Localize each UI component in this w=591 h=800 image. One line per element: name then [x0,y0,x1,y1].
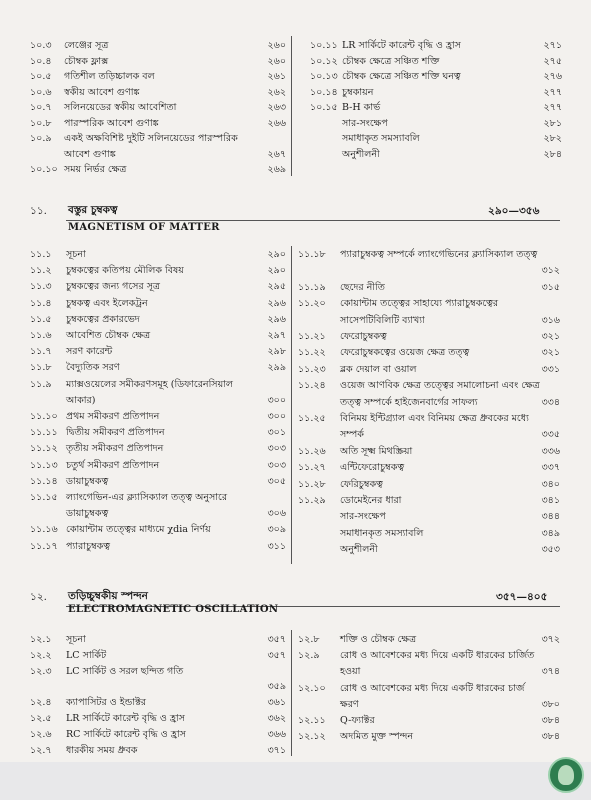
column-divider [291,36,292,176]
toc-entry [30,85,286,101]
section-number: ১০.৪ [30,55,52,67]
column-divider [291,630,292,756]
page-number: ৩৪৯ [541,527,560,539]
section-number: ১২.১০ [298,682,326,694]
section-title: ডায়াচুম্বকত্ব [66,475,109,487]
page-number: ৩১১ [267,540,286,552]
section-title: LR সার্কিটে কারেন্ট বৃদ্ধি ও হ্রাস [342,40,461,51]
section-number: ১০.১৪ [310,86,338,98]
page-number: ২৭৭ [543,86,562,98]
section-number: ১২.২ [30,649,52,661]
chapter-11-page-range: ২৯০—৩৫৬ [488,205,540,217]
section-title: RC সার্কিটে কারেন্ট বৃদ্ধি ও হ্রাস [66,728,186,740]
page-number: ৩৮০ [541,698,560,710]
section-number: ১২.৬ [30,728,52,740]
page-number: ২৬১ [267,71,286,82]
section-number: ১১.৬ [30,330,52,341]
section-title: এন্টিফেরোচুম্বকত্ব [340,462,405,474]
section-title: স্বকীয় আবেশ গুণাঙ্ক [64,86,140,98]
page-number: ২৬৬ [267,117,286,129]
page-number: ৩৫৩ [541,544,560,556]
section-number: ১১.৩ [30,281,52,293]
toc-entry [298,460,560,476]
toc-entry [30,393,286,409]
section-title: রোধ ও আবেশকের মধ্য দিয়ে একটি ধারকের চার্জিত [340,650,535,662]
chapter-12-title: তড়িচ্চুম্বকীয় স্পন্দন [68,590,148,602]
page-number: ২৮১ [543,117,562,129]
page-number: ২৬০ [267,40,286,51]
page-number: ৩০০ [267,411,286,422]
section-title: রোধ ও আবেশকের মধ্য দিয়ে একটি ধারকের চার্জ [340,682,525,694]
section-number: ১২.১২ [298,731,326,743]
section-title: চুম্বকত্বের জন্য গসের সূত্র [66,281,160,293]
section-title: চুম্বকত্বের প্রকারভেদ [66,313,140,325]
page-number: ৩৭৪ [541,666,560,678]
page-number: ৩৩১ [541,363,560,375]
toc-entry [298,648,560,664]
toc-entry [30,711,286,727]
toc-entry [30,100,286,116]
section-number: ১১.২৪ [298,380,326,392]
page-number: ৩৬১ [267,697,286,709]
section-number: ১১.১০ [30,411,58,422]
page-number: ৩০৩ [267,443,286,455]
toc-entry [310,100,562,116]
toc-entry [310,85,562,101]
section-title: কোয়ান্টাম তত্ত্বের সাহায্যে প্যারাচুম্বকত্বের [340,298,499,310]
section-title: ফেরোচুম্বকত্বের ওয়েজ ক্ষেত্র তত্ত্ব [340,347,470,359]
section-number: ১১.৮ [30,362,52,374]
page-number: ৩১৬ [541,314,560,326]
toc-entry [30,727,286,743]
page-number: ৩১৫ [541,281,560,293]
section-number: ১১.২ [30,265,52,277]
section-title: তত্ত্ব সম্পর্কে হাইজেনবার্গের সাফল্য [340,396,478,408]
page-number: ৩৪০ [541,478,560,490]
section-title: ল্যাংগেভিন-এর ক্ল্যাসিক্যাল তত্ত্ব অনুসারে [66,492,228,503]
page-number: ২৮২ [543,133,562,144]
page-number: ৩০৬ [267,508,286,520]
toc-entry [298,509,560,525]
page-number: ২৯৯ [267,362,286,374]
section-number: ১১.১ [30,249,52,260]
toc-entry [30,743,286,759]
page-number: ২৬৯ [267,164,286,175]
section-title: চুম্বকত্বের কতিপয় মৌলিক বিষয় [66,265,184,277]
section-number: ১০.৮ [30,117,52,129]
section-title: কোয়ান্টাম তত্ত্বের মাধ্যমে χdia নির্ণয় [66,524,211,536]
toc-entry [30,344,286,360]
section-number: ১১.২৬ [298,445,326,457]
toc-entry [30,377,286,393]
toc-entry [30,296,286,312]
section-number: ১২.৫ [30,713,52,724]
section-number: ১০.১৩ [310,71,338,82]
page-number: ৩৭১ [267,744,286,756]
toc-entry [30,116,286,132]
toc-entry [298,444,560,460]
section-number: ১০.৯ [30,133,52,144]
section-number: ১১.২৮ [298,478,326,490]
section-number: ১১.২১ [298,331,326,342]
section-title: অনুশীলনী [342,148,380,160]
page-number: ৩৬২ [267,713,286,724]
section-title: আবেশিত চৌম্বক ক্ষেত্র [66,330,151,341]
section-title: সমাধানকৃত সমস্যাবলি [340,527,424,539]
page-number: ৩৮৪ [541,715,560,726]
toc-entry [310,54,562,70]
toc-entry [310,131,562,147]
toc-entry [30,328,286,344]
toc-entry [298,632,560,648]
section-title: তৃতীয় সমীকরণ প্রতিপাদন [66,443,164,455]
page-number: ২৭৬ [543,71,562,82]
toc-entry [298,713,560,729]
section-title: আবেশ গুণাঙ্ক [64,148,116,160]
page-number: ৩০১ [267,427,286,439]
section-number: ১১.২০ [298,298,326,310]
page-number: ৩৫৭ [267,649,286,661]
section-number: ১২.৭ [30,744,52,756]
section-title: সাসেপটিবিলিটি ব্যাখ্যা [340,314,425,326]
page-number: ২৭৭ [543,102,562,113]
toc-entry [298,542,560,558]
section-number: ১০.১২ [310,55,338,67]
page-number: ২৯৬ [267,297,286,309]
section-title: B-H কার্ভ [342,102,381,113]
toc-entry [298,345,560,361]
section-title: চৌম্বক ফ্লাক্স [64,55,109,67]
section-title: সমাধাকৃত সমস্যাবলি [342,133,420,144]
section-number: ১১.৪ [30,297,52,309]
column-divider [291,246,292,564]
section-number: ১২.৮ [298,634,320,645]
section-title: ওয়েজ আণবিক ক্ষেত্র তত্ত্বের সমালোচনা এবং ক্ষেত্র [340,380,540,392]
toc-entry [30,664,286,680]
page-number: ৩১২ [541,265,560,277]
chapter-12-english-title: ELECTROMAGNETIC OSCILLATION [68,604,279,615]
section-title: LC সার্কিট ও সরল ছন্দিত গতি [66,665,184,677]
chapter-12-number: ১২. [30,591,47,603]
toc-entry [30,312,286,328]
section-title: অদমিত মুক্ত স্পন্দন [340,731,414,743]
toc-entry [30,506,286,522]
section-title: ফেরোচুম্বকত্ব [340,331,387,342]
section-title: প্যারাচুম্বকত্ব [66,540,111,552]
section-number: ১১.১৫ [30,492,58,503]
section-title: সম্পর্ক [340,429,364,441]
section-number: ১১.১৪ [30,475,58,487]
toc-entry [310,38,562,54]
toc-entry [30,474,286,490]
toc-entry [298,729,560,745]
toc-entry [30,69,286,85]
page-number: ২৬৭ [267,148,286,160]
section-title: অতি সূক্ষ্ম মিথস্ক্রিয়া [340,445,413,457]
toc-entry [298,411,560,427]
toc-entry [310,116,562,132]
page-number: ২৯০ [267,265,286,277]
toc-entry [30,360,286,376]
page-number: ৩২১ [541,347,560,359]
page-number: ২৯৬ [267,313,286,325]
section-title: সার-সংক্ষেপ [340,511,386,523]
toc-entry [30,131,286,147]
toc-entry [298,427,560,443]
section-number: ১১.১৬ [30,524,58,536]
section-title: চুম্বকায়ন [342,86,374,98]
section-number: ১০.৭ [30,102,52,113]
page-number: ৩৩৭ [541,462,560,474]
section-number: ১০.১১ [310,40,338,51]
page-number: ৩২১ [541,331,560,342]
toc-entry [30,695,286,711]
section-number: ১২.১১ [298,715,326,726]
page-number: ২৭৫ [543,55,562,67]
section-title: গতিশীল তড়িচ্চালক বল [64,71,155,82]
toc-entry [30,648,286,664]
chapter-11-rule [66,220,560,221]
section-number: ১১.১২ [30,443,58,455]
page-number: ২৭১ [543,40,562,51]
section-title: ধারকীয় সময় ধ্রুবক [66,744,138,756]
section-title: চৌম্বক ক্ষেত্রে সঞ্চিত শক্তি [342,55,440,67]
page-number: ৩৪১ [541,495,560,506]
toc-entry [298,247,560,263]
section-number: ১২.৩ [30,665,52,677]
toc-entry [298,329,560,345]
section-number: ১১.১১ [30,427,58,439]
section-title: চতুর্থ সমীকরণ প্রতিপাদন [66,459,160,471]
section-title: অনুশীলনী [340,544,378,556]
toc-entry [298,280,560,296]
toc-entry [298,263,560,279]
page-number: ২৬২ [267,86,286,98]
section-number: ১০.৬ [30,86,52,98]
section-title: পারস্পরিক আবেশ গুণাঙ্ক [64,117,159,129]
toc-entry [30,632,286,648]
section-title: Q-ফ্যাক্টর [340,715,375,726]
page-number: ৩৫৯ [267,681,286,693]
section-title: ব্লক দেয়াল বা ওয়াল [340,363,417,375]
section-number: ১০.১৫ [310,102,338,113]
section-title: সূচনা [66,249,86,260]
page-number: ২৯৭ [267,330,286,341]
toc-entry [298,664,560,680]
section-title: আকার) [66,394,96,406]
section-title: ম্যাক্সওয়েলের সমীকরণসমূহ (ডিফারেনসিয়াল [66,378,234,390]
section-number: ১১.১৯ [298,281,326,293]
section-title: ডায়াচুম্বকত্ব [66,508,109,520]
toc-entry [30,247,286,263]
page-number: ২৬০ [267,55,286,67]
section-number: ১১.২৩ [298,363,326,375]
page-number: ৩০০ [267,394,286,406]
toc-entry [298,296,560,312]
section-title: দ্বিতীয় সমীকরণ প্রতিপাদন [66,427,165,439]
toc-entry [30,147,286,163]
section-title: ক্যাপাসিটর ও ইন্ডাক্টর [66,697,147,709]
section-number: ১১.২৭ [298,462,326,474]
toc-entry [30,38,286,54]
page-number: ২৯৮ [267,346,286,358]
section-title: বিনিময় ইন্টিগ্র্যাল এবং বিনিময় ক্ষেত্র ধ্রুবকের মধ্যে [340,413,529,424]
section-number: ১০.৩ [30,40,52,51]
page-number: ৩০৩ [267,459,286,471]
section-number: ১১.১৮ [298,249,326,260]
toc-entry [298,313,560,329]
page-number: ৩৬৬ [267,728,286,740]
section-title: একই অক্ষবিশিষ্ট দুইটি সলিনয়েডের পারস্পরিক [64,133,238,144]
toc-entry [30,679,286,695]
section-title: ডোমেইনের ধারা [340,495,402,506]
toc-entry [298,362,560,378]
section-number: ১০.১০ [30,164,58,175]
section-title: LC সার্কিট [66,649,107,661]
section-number: ১১.২৯ [298,495,326,506]
page-number: ২৬৩ [267,102,286,113]
toc-entry [30,522,286,538]
toc-entry [30,409,286,425]
section-number: ১১.৭ [30,346,52,358]
section-title: LR সার্কিটে কারেন্ট বৃদ্ধি ও হ্রাস [66,713,185,724]
section-title: সলিনয়েডের স্বকীয় আবেশিতা [64,102,177,113]
page-number: ৩৩৬ [541,445,560,457]
page-number: ৩৪৪ [541,511,560,523]
toc-entry [298,526,560,542]
page-number: ২৮৪ [543,148,562,160]
toc-entry [30,279,286,295]
toc-entry [310,147,562,163]
section-number: ১১.২৫ [298,413,326,424]
chapter-11-title: বস্তুর চুম্বকত্ব [68,204,118,216]
section-number: ১১.১৭ [30,540,58,552]
chapter-11-english-title: MAGNETISM OF MATTER [68,222,220,233]
toc-entry [298,477,560,493]
section-number: ১১.২২ [298,347,326,359]
section-title: সময় নির্ভর ক্ষেত্র [64,164,127,175]
section-number: ১০.৫ [30,71,52,82]
section-title: ছেদের নীতি [340,281,385,293]
page-number: ৩৭২ [541,634,560,645]
page-number: ২৯৫ [267,281,286,293]
chapter-11-number: ১১. [30,205,47,217]
toc-entry [310,69,562,85]
section-title: প্যারাচুম্বকত্ব সম্পর্কে ল্যাংগেভিনের ক্ল্যাসিক্যাল তত্ত্ব [340,249,538,260]
section-title: সূচনা [66,634,86,645]
section-title: ফেরিচুম্বকত্ব [340,478,383,490]
section-number: ১২.৯ [298,650,320,662]
page-number: ৩০৫ [267,475,286,487]
section-number: ১১.৫ [30,313,52,325]
section-number: ১২.১ [30,634,52,645]
toc-entry [30,54,286,70]
toc-entry [298,681,560,697]
page-number: ৩৮৪ [541,731,560,743]
section-number: ১১.৯ [30,378,52,390]
chapter-12-page-range: ৩৫৭—৪০৫ [496,591,548,603]
toc-entry [298,493,560,509]
section-title: চুম্বকত্ব এবং ইলেকট্রন [66,297,148,309]
toc-entry [30,425,286,441]
section-title: সরণ কারেন্ট [66,346,113,358]
toc-entry [30,539,286,555]
section-title: সার-সংক্ষেপ [342,117,388,129]
watermark-logo-icon [548,757,584,793]
toc-entry [30,441,286,457]
section-number: ১২.৪ [30,697,52,709]
toc-entry [30,263,286,279]
page-number: ২৯০ [267,249,286,260]
page-number: ৩৩৪ [541,396,560,408]
section-title: ক্ষরণ [340,698,359,710]
section-title: চৌম্বক ক্ষেত্রে সঞ্চিত শক্তি ঘনত্ব [342,71,461,82]
toc-entry [298,378,560,394]
section-title: শক্তি ও চৌম্বক ক্ষেত্র [340,634,417,645]
page-number: ৩৩৫ [541,429,560,441]
toc-entry [30,458,286,474]
toc-entry [298,395,560,411]
section-title: হওয়া [340,666,361,678]
page-number: ৩০৯ [267,524,286,536]
section-title: প্রথম সমীকরণ প্রতিপাদন [66,411,160,422]
toc-entry [30,490,286,506]
toc-entry [30,162,286,178]
section-title: লেঞ্জের সূত্র [64,40,109,51]
section-title: বৈদ্যুতিক সরণ [66,362,120,374]
page-number: ৩৫৭ [267,634,286,645]
section-number: ১১.১৩ [30,459,58,471]
toc-entry [298,697,560,713]
